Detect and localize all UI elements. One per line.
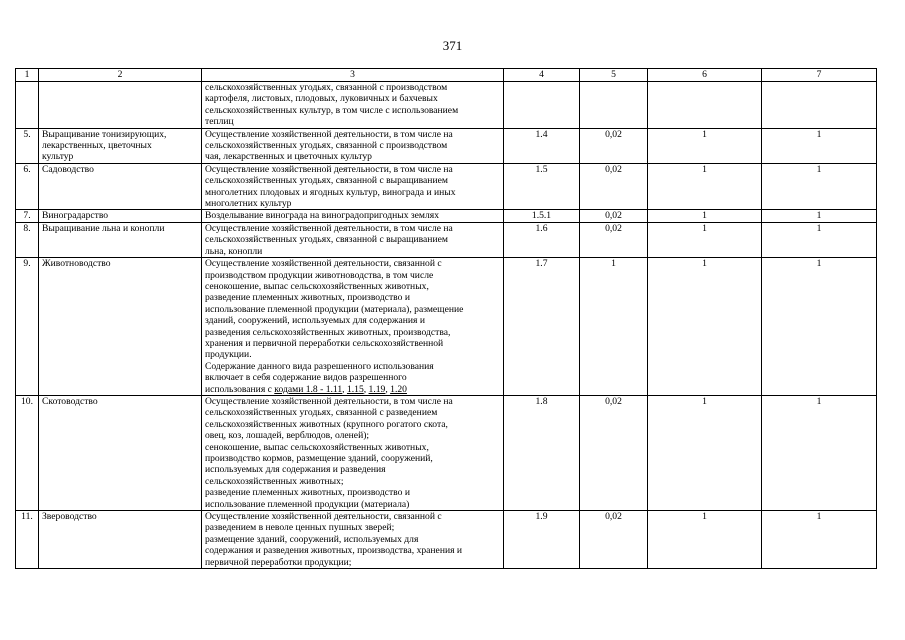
name-line: Звероводство [42, 511, 97, 523]
table-row [16, 128, 877, 163]
cell-col7: 1 [762, 128, 877, 163]
link-separator: , [342, 383, 347, 395]
cell-col7: 1 [762, 511, 877, 569]
description-line: теплиц [205, 116, 234, 128]
cell-col7: 1 [762, 222, 877, 257]
land-use-name [39, 222, 202, 257]
land-use-description [202, 210, 504, 222]
cell-code [504, 82, 580, 129]
description-line: разведение племенных животных, производство и [205, 292, 410, 304]
description-line: Осуществление хозяйственной деятельности, связанной с [205, 511, 442, 523]
code-link[interactable]: 1.19 [368, 383, 386, 395]
name-line: Выращивание тонизирующих, [42, 128, 167, 140]
land-use-description [202, 511, 504, 569]
land-use-description [202, 395, 504, 510]
cell-col5: 0,02 [580, 511, 648, 569]
description-line: Осуществление хозяйственной деятельности, в том числе на [205, 128, 453, 140]
header-cell-3: 3 [202, 69, 504, 82]
description-line: Осуществление хозяйственной деятельности, в том числе на [205, 163, 453, 175]
continuation-row [16, 82, 877, 129]
header-cell-6: 6 [648, 69, 762, 82]
land-use-code: 1.8 [504, 395, 580, 510]
land-use-name [39, 511, 202, 569]
land-use-name [39, 163, 202, 210]
description-line: сельскохозяйственных угодьях, связанной с разведением [205, 407, 438, 419]
description-line: производством продукции животноводства, в том числе [205, 269, 434, 281]
cell-col7: 1 [762, 210, 877, 222]
cell-col5: 1 [580, 258, 648, 396]
description-line: производство кормов, размещение зданий, сооружений, [205, 453, 433, 464]
row-number: 5. [16, 128, 39, 163]
cell-col6: 1 [648, 222, 762, 257]
cell-col5: 0,02 [580, 128, 648, 163]
name-line: Животноводство [42, 258, 111, 270]
cell-col7 [762, 82, 877, 129]
name-line: лекарственных, цветочных [42, 140, 152, 152]
description-line: использование племенной продукции (материала), размещение [205, 303, 464, 315]
table-row [16, 163, 877, 210]
row-number: 11. [16, 511, 39, 569]
description-line: сельскохозяйственных угодьях, связанной с производством [205, 140, 448, 152]
description-line: хранения и первичной переработки сельскохозяйственной [205, 337, 444, 349]
cell-col6: 1 [648, 511, 762, 569]
land-use-code: 1.4 [504, 128, 580, 163]
description-line: включает в себя содержание видов разрешенного [205, 372, 407, 384]
land-use-description [202, 128, 504, 163]
land-use-code: 1.7 [504, 258, 580, 396]
row-number: 10. [16, 395, 39, 510]
description-line: льна, конопли [205, 245, 263, 257]
header-cell-7: 7 [762, 69, 877, 82]
name-line: Виноградарство [42, 210, 109, 222]
header-row [16, 69, 877, 82]
cell-col6: 1 [648, 128, 762, 163]
table-row [16, 210, 877, 222]
land-use-name [39, 258, 202, 396]
header-cell-4: 4 [504, 69, 580, 82]
cell-col6: 1 [648, 163, 762, 210]
description-line: Осуществление хозяйственной деятельности, связанной с [205, 258, 442, 270]
cell-col7: 1 [762, 163, 877, 210]
header-cell-1: 1 [16, 69, 39, 82]
code-link[interactable]: 1.20 [390, 383, 407, 395]
land-use-code: 1.6 [504, 222, 580, 257]
cell-col6 [648, 82, 762, 129]
description-line: разведение племенных животных, производство и [205, 487, 410, 499]
row-number: 8. [16, 222, 39, 257]
cell-col5: 0,02 [580, 395, 648, 510]
name-line: Выращивание льна и конопли [42, 222, 165, 234]
cell-col5: 0,02 [580, 163, 648, 210]
land-use-name [39, 128, 202, 163]
land-use-name [39, 395, 202, 510]
land-use-description [202, 163, 504, 210]
description-line: используемых для содержания и разведения [205, 464, 386, 476]
description-line: овец, коз, лошадей, верблюдов, оленей); [205, 430, 370, 442]
description-line: картофеля, листовых, плодовых, луковичных и бахчевых [205, 93, 438, 105]
cell-col5: 0,02 [580, 210, 648, 222]
description-line: продукции. [205, 349, 252, 361]
land-use-code: 1.5 [504, 163, 580, 210]
description-line: Возделывание винограда на виноградопригодных землях [205, 210, 440, 222]
page-number: 371 [442, 38, 463, 53]
name-line: Скотоводство [42, 395, 98, 407]
description-line: сельскохозяйственных угодьях, связанной с выращиванием [205, 234, 448, 246]
description-line: Осуществление хозяйственной деятельности, в том числе на [205, 222, 453, 234]
land-use-description [202, 222, 504, 257]
row-number: 9. [16, 258, 39, 396]
code-link[interactable]: кодами 1.8 - 1.11 [274, 383, 343, 395]
cell-col5: 0,02 [580, 222, 648, 257]
description-line: сельскохозяйственных животных (крупного рогатого скота, [205, 418, 448, 430]
code-link[interactable]: 1.15 [346, 383, 364, 395]
table-row [16, 258, 877, 396]
description-line: многолетних плодовых и ягодных культур, винограда и иных [205, 186, 456, 198]
description-line: первичной переработки продукции; [205, 556, 352, 568]
description-line: сельскохозяйственных угодьях, связанной с выращиванием [205, 175, 448, 187]
table-row [16, 222, 877, 257]
description-line: разведением в неволе ценных пушных зверей; [205, 522, 395, 534]
cell-col6: 1 [648, 395, 762, 510]
table-row [16, 511, 877, 569]
description-line: содержания и разведения животных, производства, хранения и [205, 545, 463, 557]
row-number: 7. [16, 210, 39, 222]
description-line: размещение зданий, сооружений, используемых для [205, 533, 419, 545]
cell-col6: 1 [648, 258, 762, 396]
description-line: многолетних культур [205, 198, 292, 210]
cell-description [202, 82, 504, 129]
description-line-with-links [205, 384, 500, 395]
land-use-table [15, 68, 877, 569]
header-cell-2: 2 [39, 69, 202, 82]
cell-col6: 1 [648, 210, 762, 222]
description-line: Содержание данного вида разрешенного использования [205, 360, 434, 372]
description-line: сенокошение, выпас сельскохозяйственных животных, [205, 441, 429, 453]
land-use-code: 1.9 [504, 511, 580, 569]
row-number: 6. [16, 163, 39, 210]
table-row [16, 395, 877, 510]
description-line: сенокошение, выпас сельскохозяйственных животных, [205, 280, 429, 292]
cell-col7: 1 [762, 395, 877, 510]
description-line: зданий, сооружений, используемых для содержания и [205, 315, 425, 327]
cell-col7: 1 [762, 258, 877, 396]
name-line: Садоводство [42, 163, 94, 175]
land-use-name [39, 210, 202, 222]
description-line: разведения сельскохозяйственных животных, производства, [205, 326, 451, 338]
description-line: чая, лекарственных и цветочных культур [205, 151, 372, 163]
description-line: сельскохозяйственных животных; [205, 475, 344, 487]
cell-col5 [580, 82, 648, 129]
table-body [16, 82, 877, 569]
description-line: Осуществление хозяйственной деятельности, в том числе на [205, 395, 453, 407]
land-use-description [202, 258, 504, 396]
land-use-code: 1.5.1 [504, 210, 580, 222]
cell-num [16, 82, 39, 129]
link-separator: , [363, 383, 369, 395]
description-line: сельскохозяйственных культур, в том числе с использованием [205, 104, 459, 116]
description-line: сельскохозяйственных угодьях, связанной с производством [205, 82, 448, 93]
name-line: культур [42, 151, 74, 163]
header-cell-5: 5 [580, 69, 648, 82]
description-prefix: использования с [205, 383, 275, 395]
cell-name [39, 82, 202, 129]
link-separator: , [385, 383, 391, 395]
description-line: использование племенной продукции (материала) [205, 498, 410, 510]
